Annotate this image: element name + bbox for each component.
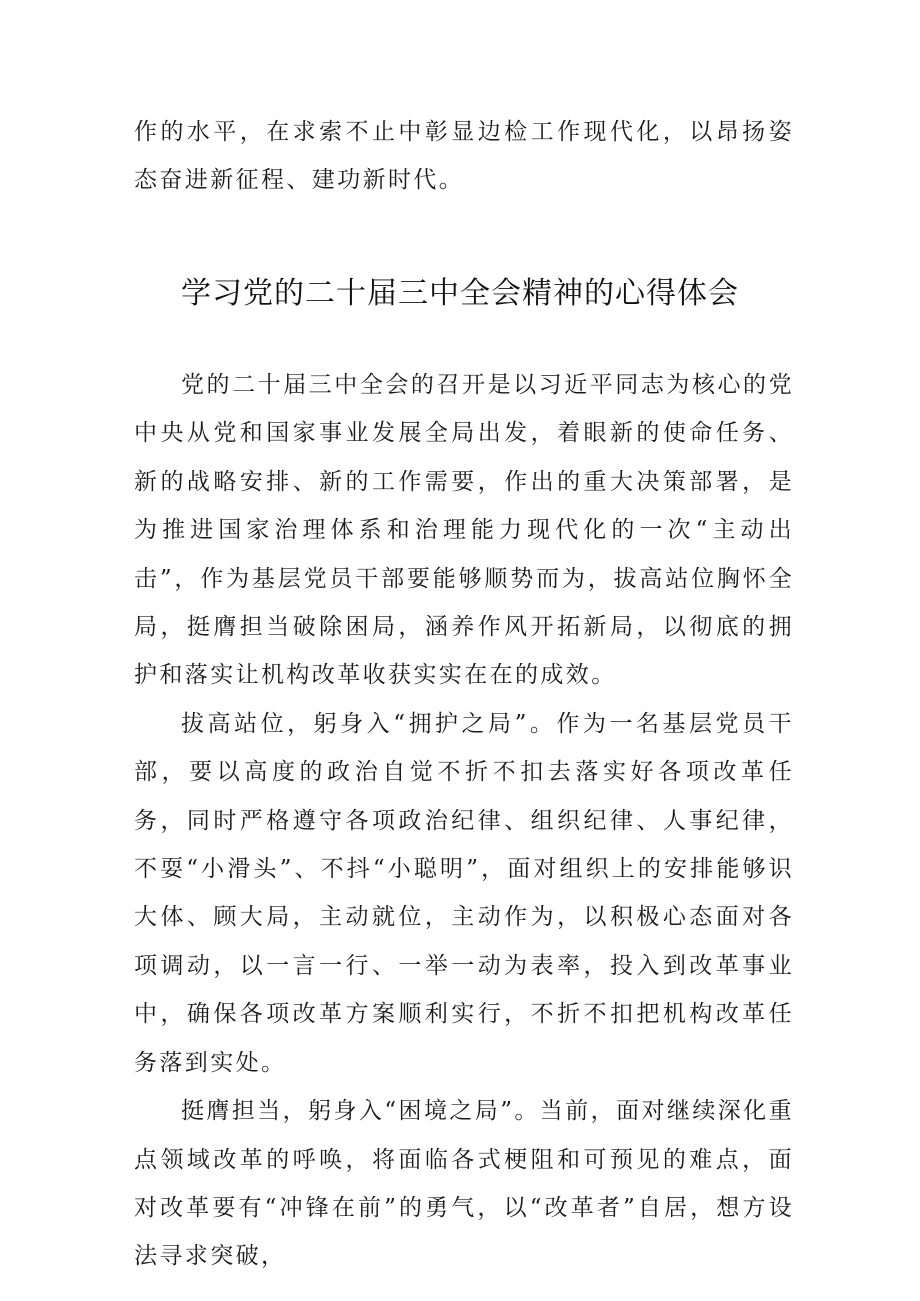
body-paragraph: 党的二十届三中全会的召开是以习近平同志为核心的党中央从党和国家事业发展全局出发，着眼新的使命任务、新的战略安排、新的工作需要，作出的重大决策部署，是为推进国家治理体系和治理能力现代化的一次“主动出击”，作为基层党员干部要能够顺势而为，拔高站位胸怀全局，挺膺担当破除困局，涵养作风开拓新局，以彻底的拥护和落实让机构改革收获实实在在的成效。 bbox=[134, 372, 794, 689]
body-paragraph: 拔高站位，躬身入“拥护之局”。作为一名基层党员干部，要以高度的政治自觉不折不扣去落实好各项改革任务，同时严格遵守各项政治纪律、组织纪律、人事纪律，不耍“小滑头”、不抖“小聪明”，面对组织上的安排能够识大体、顾大局，主动就位，主动作为，以积极心态面对各项调动，以一言一行、一举一动为表率，投入到改革事业中，确保各项改革方案顺利实行，不折不扣把机构改革任务落到实处。 bbox=[134, 710, 794, 1076]
lead-paragraph: 作的水平，在求索不止中彰显边检工作现代化，以昂扬姿态奋进新征程、建功新时代。 bbox=[134, 119, 794, 194]
lead-text-block bbox=[134, 108, 794, 205]
article-body bbox=[134, 361, 794, 1281]
article-title: 学习党的二十届三中全会精神的心得体会 bbox=[181, 276, 739, 311]
body-paragraph: 挺膺担当，躬身入“困境之局”。当前，面对继续深化重点领域改革的呼唤，将面临各式梗阻和可预见的难点，面对改革要有“冲锋在前”的勇气，以“改革者”自居，想方设法寻求突破， bbox=[134, 1098, 794, 1270]
